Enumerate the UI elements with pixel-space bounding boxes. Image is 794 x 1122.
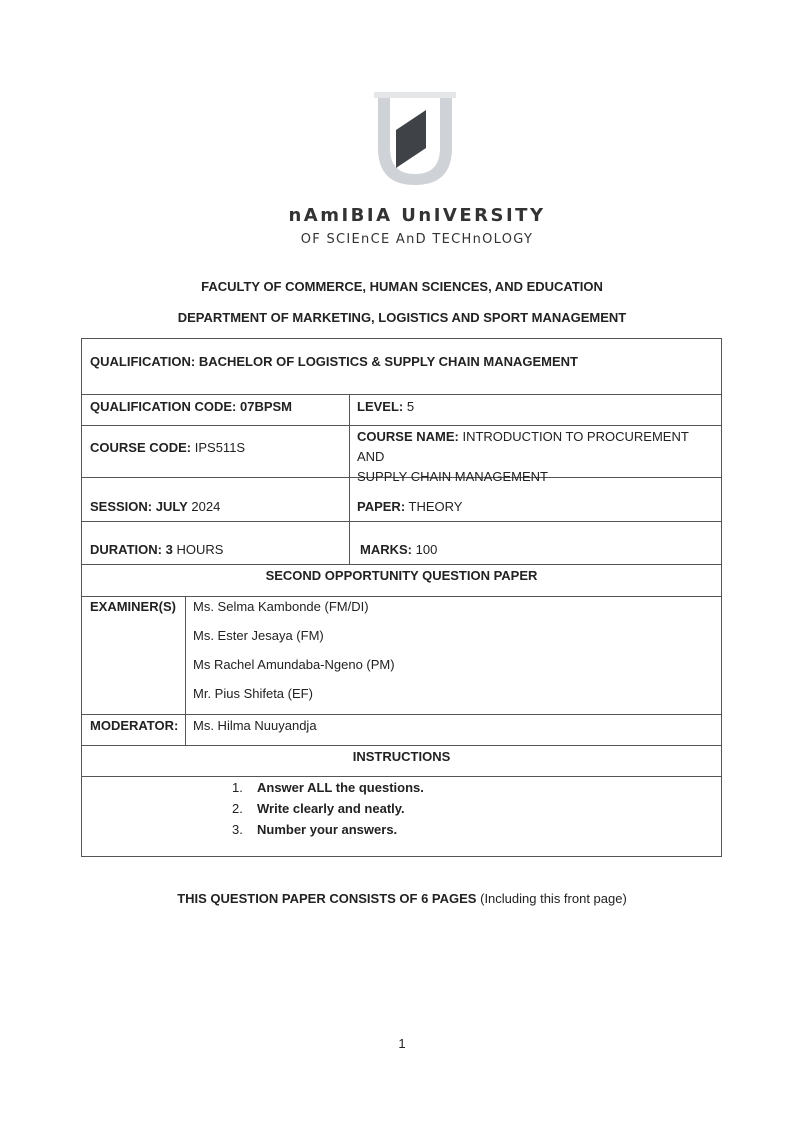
instructions-heading: INSTRUCTIONS: [352, 749, 451, 764]
department-heading: DEPARTMENT OF MARKETING, LOGISTICS AND SPORT MANAGEMENT: [177, 310, 627, 325]
course-name-label: COURSE NAME:: [357, 429, 459, 444]
level-label: LEVEL:: [357, 399, 404, 414]
instruction-item: [232, 819, 424, 840]
instruction-number: 2.: [232, 801, 243, 816]
course-name-line2: SUPPLY CHAIN MANAGEMENT: [357, 469, 548, 484]
duration-unit: HOURS: [176, 542, 224, 557]
qualification-code-value: 07BPSM: [239, 399, 293, 414]
qualification-code-cell: [90, 397, 292, 417]
qualification-value: BACHELOR OF LOGISTICS & SUPPLY CHAIN MANAGEMENT: [198, 354, 579, 369]
paper-value: THEORY: [408, 499, 463, 514]
marks-label: MARKS:: [360, 542, 412, 557]
examiner-4: Mr. Pius Shifeta (EF): [193, 686, 313, 701]
instruction-number: 3.: [232, 822, 243, 837]
duration-label: DURATION:: [90, 542, 162, 557]
instruction-item: [232, 798, 424, 819]
university-subtitle: OF SCIEnCE AnD TECHnOLOGY: [300, 232, 534, 247]
nust-shield-logo-icon: [370, 90, 460, 190]
moderator-name: Ms. Hilma Nuuyandja: [193, 718, 317, 733]
examiner-1: Ms. Selma Kambonde (FM/DI): [193, 599, 369, 614]
level-cell: [357, 397, 414, 417]
duration-cell: [90, 540, 223, 560]
university-name: nAmIBIA UnIVERSITY: [288, 205, 546, 226]
marks-value: 100: [415, 542, 438, 557]
instruction-item: [232, 777, 424, 798]
course-code-value: IPS511S: [194, 440, 246, 455]
qualification-code-label: QUALIFICATION CODE:: [90, 399, 237, 414]
faculty-heading: FACULTY OF COMMERCE, HUMAN SCIENCES, AND EDUCATION: [201, 279, 603, 294]
paper-label: PAPER:: [357, 499, 406, 514]
page-count-bold: THIS QUESTION PAPER CONSISTS OF 6 PAGES: [177, 891, 477, 906]
duration-hours: 3: [165, 542, 173, 557]
page-count-note: [0, 891, 794, 906]
examiner-3: Ms Rachel Amundaba-Ngeno (PM): [193, 657, 395, 672]
qualification-row: [90, 352, 578, 372]
paper-type-heading: SECOND OPPORTUNITY QUESTION PAPER: [265, 568, 538, 583]
course-code-cell: [90, 438, 245, 458]
session-year: 2024: [191, 499, 221, 514]
session-cell: [90, 497, 220, 517]
course-name-cell: [357, 427, 717, 487]
instruction-text: Write clearly and neatly.: [257, 801, 405, 816]
page-number: 1: [398, 1036, 406, 1051]
page-count-paren: (Including this front page): [480, 891, 627, 906]
instruction-number: 1.: [232, 780, 243, 795]
course-code-label: COURSE CODE:: [90, 440, 192, 455]
course-name-line1: INTRODUCTION TO PROCUREMENT AND: [357, 429, 689, 464]
session-label: SESSION:: [90, 499, 153, 514]
instruction-text: Number your answers.: [257, 822, 398, 837]
level-value: 5: [406, 399, 415, 414]
instructions-list: [232, 777, 424, 840]
examiners-label: EXAMINER(S): [90, 599, 176, 614]
qualification-label: QUALIFICATION:: [90, 354, 196, 369]
paper-cell: [357, 497, 462, 517]
marks-cell: [360, 540, 437, 560]
instruction-text: Answer ALL the questions.: [257, 780, 424, 795]
moderator-label: MODERATOR:: [90, 718, 179, 733]
session-month: JULY: [155, 499, 188, 514]
examiner-2: Ms. Ester Jesaya (FM): [193, 628, 324, 643]
